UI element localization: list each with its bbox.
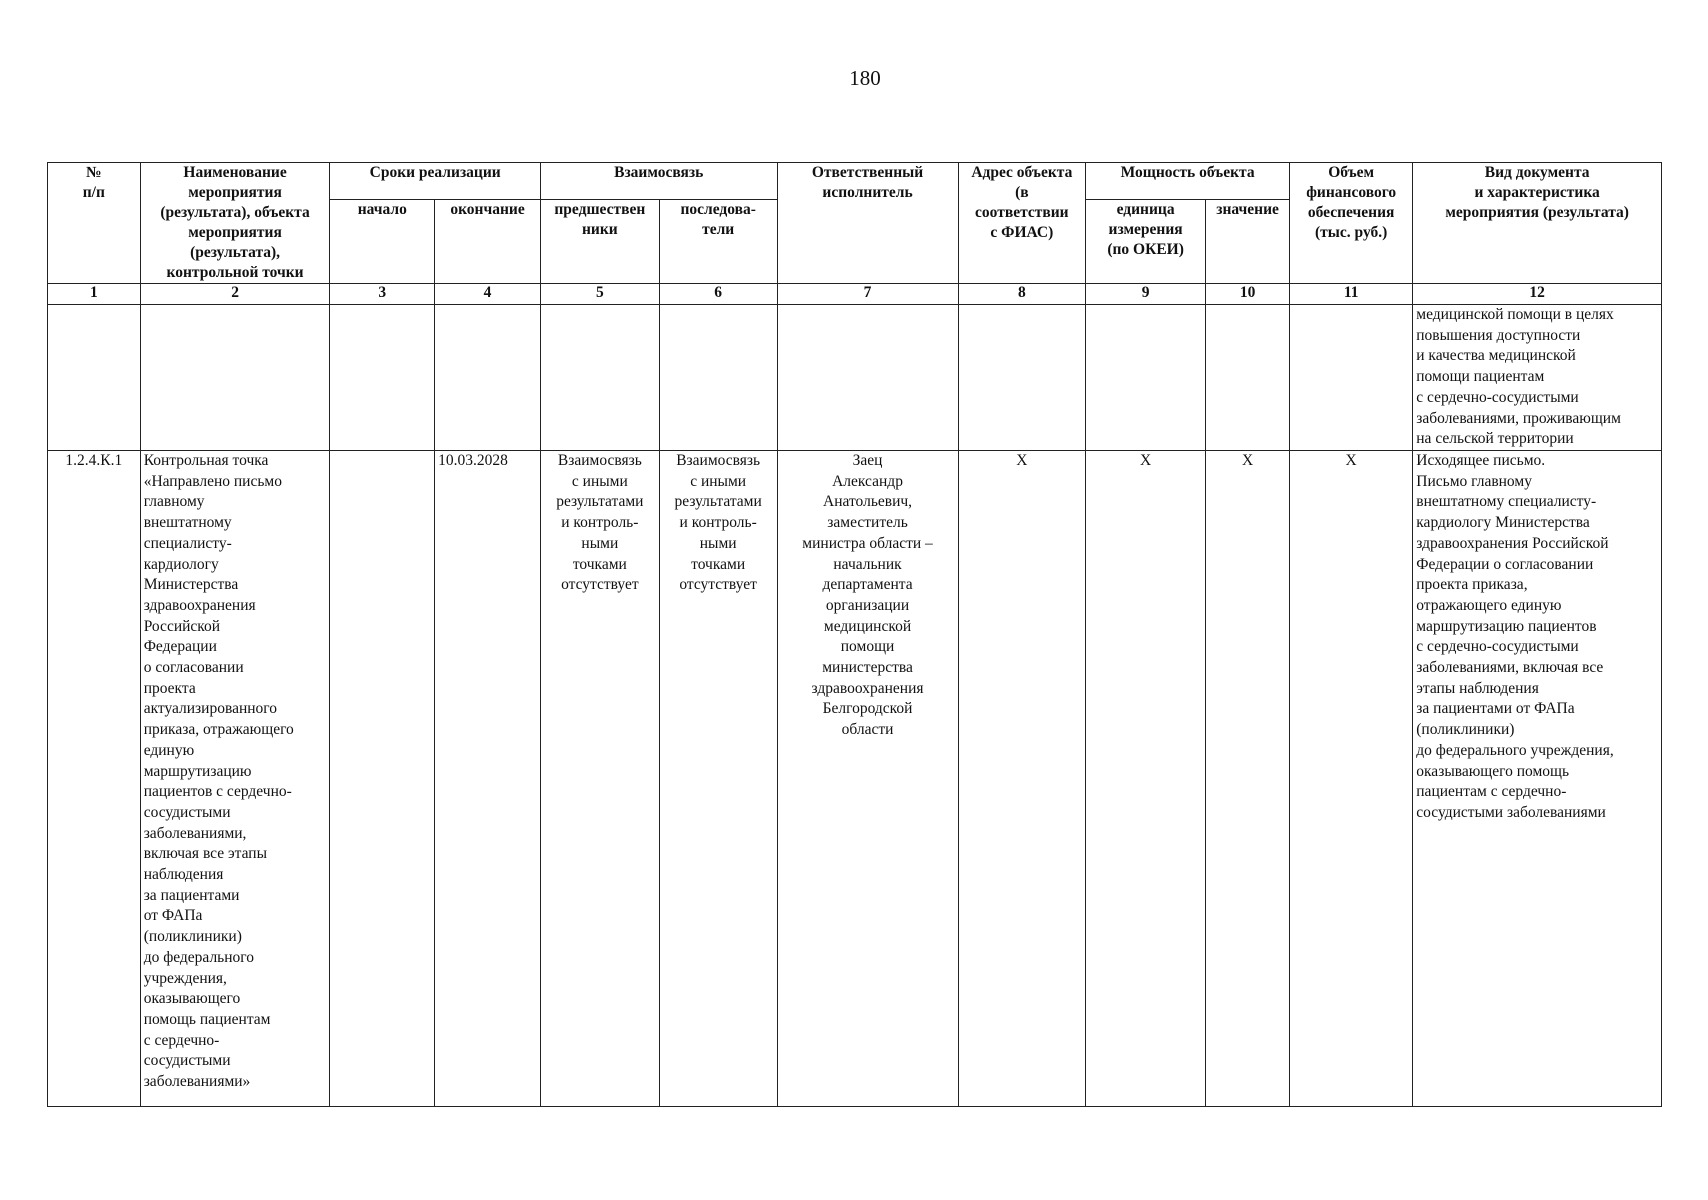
row-unit-cell: X	[1086, 451, 1206, 1107]
row-start-cell	[330, 451, 435, 1107]
column-numbers-row	[48, 284, 1662, 305]
header-col-name: Наименование мероприятия (результата), объекта мероприятия (результата), контрольной точки	[140, 163, 330, 284]
column-number: 2	[140, 284, 330, 305]
empty-cell	[659, 305, 777, 451]
empty-cell	[1206, 305, 1290, 451]
header-group-capacity: Мощность объекта	[1086, 163, 1290, 200]
row-predecessors-cell: Взаимосвязь с иными результатами и контроль- ными точками отсутствует	[540, 451, 659, 1107]
header-col-predecessors: предшествен ники	[540, 200, 659, 284]
header-col-end: окончание	[435, 200, 541, 284]
empty-cell	[435, 305, 541, 451]
header-col-responsible: Ответственный исполнитель	[777, 163, 958, 284]
column-number: 10	[1206, 284, 1290, 305]
header-group-links: Взаимосвязь	[540, 163, 777, 200]
column-number: 8	[958, 284, 1086, 305]
column-number: 3	[330, 284, 435, 305]
header-col-value: значение	[1206, 200, 1290, 284]
row-end-cell: 10.03.2028	[435, 451, 541, 1107]
column-number: 11	[1290, 284, 1413, 305]
header-col-address: Адрес объекта (в соответствии с ФИАС)	[958, 163, 1086, 284]
header-col-unit: единица измерения (по ОКЕИ)	[1086, 200, 1206, 284]
empty-cell	[777, 305, 958, 451]
empty-cell	[958, 305, 1086, 451]
row-address-cell: X	[958, 451, 1086, 1107]
header-group-dates: Сроки реализации	[330, 163, 540, 200]
table-row	[48, 451, 1662, 1107]
page-number: 180	[849, 66, 881, 90]
continuation-document-cell: медицинской помощи в целях повышения доступности и качества медицинской помощи пациентам с сердечно-сосудистыми заболеваниями, проживающим на сельской территории	[1413, 305, 1662, 451]
empty-cell	[1290, 305, 1413, 451]
row-name-cell: Контрольная точка «Направлено письмо главному внештатному специалисту- кардиологу Министерства здравоохранения Российской Федерации о согласовании проекта актуализированного приказа, отражающего единую маршрутизацию пациентов с сердечно- сосудистыми заболеваниями, включая все этапы наблюдения за пациентами от ФАПа (поликлиники) до федерального учреждения, оказывающего помощь пациентам с сердечно- сосудистыми заболеваниями»	[140, 451, 330, 1107]
column-number: 1	[48, 284, 141, 305]
column-number: 5	[540, 284, 659, 305]
empty-cell	[330, 305, 435, 451]
row-responsible-cell: Заец Александр Анатольевич, заместитель министра области – начальник департамента организации медицинской помощи министерства здравоохранения Белгородской области	[777, 451, 958, 1107]
continuation-row	[48, 305, 1662, 451]
empty-cell	[140, 305, 330, 451]
header-col-finance: Объем финансового обеспечения (тыс. руб.)	[1290, 163, 1413, 284]
column-number: 7	[777, 284, 958, 305]
row-document-cell: Исходящее письмо. Письмо главному внештатному специалисту- кардиологу Министерства здравоохранения Российской Федерации о согласовании проекта приказа, отражающего единую маршрутизацию пациентов с сердечно-сосудистыми заболеваниями, включая все этапы наблюдения за пациентами от ФАПа (поликлиники) до федерального учреждения, оказывающего помощь пациентам с сердечно- сосудистыми заболеваниями	[1413, 451, 1662, 1107]
measures-table	[47, 162, 1662, 1107]
row-finance-cell: X	[1290, 451, 1413, 1107]
row-value-cell: X	[1206, 451, 1290, 1107]
empty-cell	[1086, 305, 1206, 451]
row-number-cell: 1.2.4.К.1	[48, 451, 141, 1107]
column-number: 6	[659, 284, 777, 305]
column-number: 12	[1413, 284, 1662, 305]
column-number: 4	[435, 284, 541, 305]
header-col-number: № п/п	[48, 163, 141, 284]
header-col-start: начало	[330, 200, 435, 284]
header-col-document: Вид документа и характеристика мероприятия (результата)	[1413, 163, 1662, 284]
empty-cell	[540, 305, 659, 451]
row-successors-cell: Взаимосвязь с иными результатами и контроль- ными точками отсутствует	[659, 451, 777, 1107]
header-col-successors: последова- тели	[659, 200, 777, 284]
empty-cell	[48, 305, 141, 451]
column-number: 9	[1086, 284, 1206, 305]
